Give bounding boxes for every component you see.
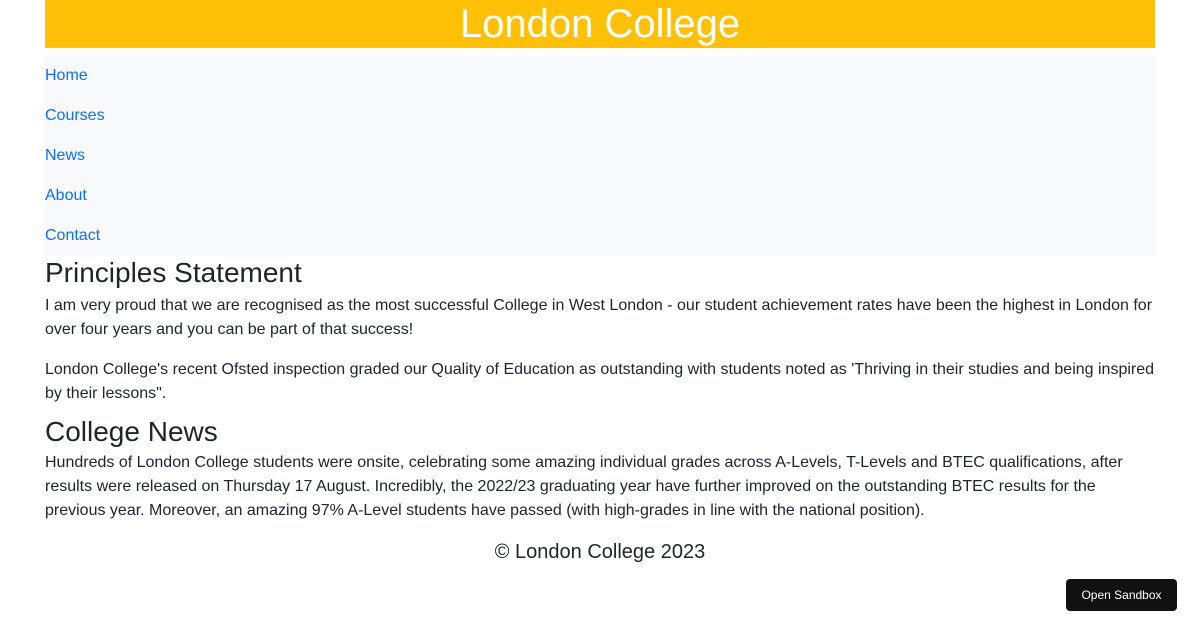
copyright-text: © London College 2023 — [494, 541, 706, 563]
nav-item-news[interactable]: News — [45, 147, 86, 164]
principles-heading: Principles Statement — [45, 257, 302, 288]
news-heading: College News — [45, 416, 218, 447]
open-sandbox-button[interactable]: Open Sandbox — [1066, 579, 1177, 611]
site-title: London College — [459, 2, 741, 46]
nav-item-home[interactable]: Home — [45, 67, 88, 84]
principles-paragraph-1: I am very proud that we are recognised as the most successful College in West London - our student achievement rates have been the highest in London for over four years and you can be part of that success! — [45, 297, 1153, 338]
principles-paragraph-2: London College's recent Ofsted inspection graded our Quality of Education as outstanding with students noted as 'Thriving in their studies and being inspired by their lessons". — [45, 361, 1155, 402]
nav-item-about[interactable]: About — [45, 187, 87, 204]
nav-item-contact[interactable]: Contact — [45, 227, 101, 244]
nav-item-courses[interactable]: Courses — [45, 107, 105, 124]
main-nav — [45, 56, 1155, 256]
news-paragraph: Hundreds of London College students were onsite, celebrating some amazing individual grades across A-Levels, T-Levels and BTEC qualifications, after results were released on Thursday 17 August. Incredibly, the 2022/23 graduating year have further improved on the outstanding BTEC results for the previous year. Moreover, an amazing 97% A-Level students have passed (with high-grades in line with the national position). — [45, 454, 1123, 519]
page-container — [45, 0, 1155, 564]
news-section — [45, 415, 1155, 523]
principles-section — [45, 256, 1155, 406]
page-footer — [45, 540, 1155, 564]
site-header — [45, 0, 1155, 48]
